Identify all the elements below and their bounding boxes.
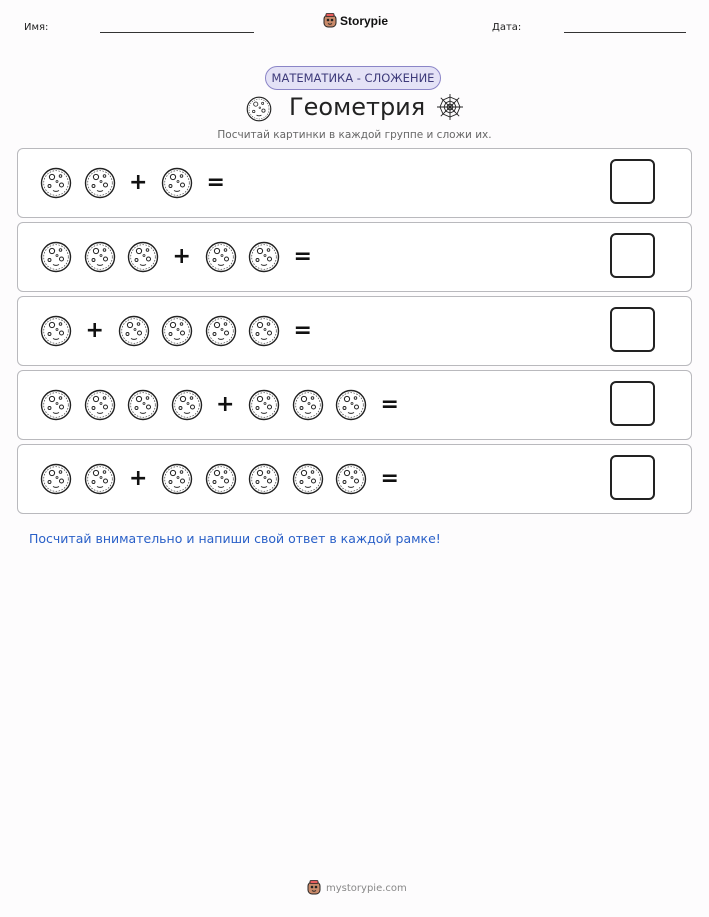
subject-badge: МАТЕМАТИКА - СЛОЖЕНИЕ (265, 66, 441, 90)
moon-icon (161, 167, 193, 199)
plus-sign: + (216, 392, 235, 417)
instructions: Посчитай картинки в каждой группе и сложи их. (217, 129, 492, 141)
equals-sign: = (380, 466, 399, 491)
moon-icon (127, 389, 159, 421)
plus-sign: + (85, 318, 104, 343)
moon-icon (84, 241, 116, 273)
moon-icon (84, 167, 116, 199)
answer-box[interactable] (610, 307, 655, 352)
moon-icon (205, 315, 237, 347)
name-field[interactable] (100, 32, 254, 33)
date-label: Дата: (492, 22, 522, 33)
answer-box[interactable] (610, 159, 655, 204)
problem-row (17, 370, 692, 440)
moon-icon (248, 463, 280, 495)
moon-icon (248, 241, 280, 273)
equals-sign: = (293, 244, 312, 269)
problem-row (17, 148, 692, 218)
title-row (0, 91, 709, 127)
moon-icon (40, 463, 72, 495)
answer-box[interactable] (610, 381, 655, 426)
equals-sign: = (206, 170, 225, 195)
moon-icon (335, 463, 367, 495)
moon-icon (40, 167, 72, 199)
plus-sign: + (129, 466, 148, 491)
moon-icon (40, 389, 72, 421)
storypie-mascot-icon (323, 13, 337, 29)
moon-icon (248, 315, 280, 347)
spider-web-icon (436, 93, 464, 121)
footer-note: Посчитай внимательно и напиши свой ответ в каждой рамке! (29, 531, 441, 546)
moon-icon (161, 315, 193, 347)
problem-row (17, 222, 692, 292)
name-label: Имя: (24, 22, 49, 33)
storypie-logo (323, 13, 388, 29)
page-title: Геометрия (289, 93, 426, 121)
problem-row (17, 296, 692, 366)
moon-icon (246, 96, 272, 122)
moon-icon (40, 241, 72, 273)
answer-box[interactable] (610, 233, 655, 278)
footer-brand (307, 880, 407, 896)
problem-row (17, 444, 692, 514)
equals-sign: = (380, 392, 399, 417)
plus-sign: + (129, 170, 148, 195)
moon-icon (84, 389, 116, 421)
moon-icon (335, 389, 367, 421)
moon-icon (292, 463, 324, 495)
answer-box[interactable] (610, 455, 655, 500)
plus-sign: + (172, 244, 191, 269)
moon-icon (161, 463, 193, 495)
moon-icon (205, 463, 237, 495)
moon-icon (118, 315, 150, 347)
moon-icon (40, 315, 72, 347)
date-field[interactable] (564, 32, 686, 33)
moon-icon (292, 389, 324, 421)
equals-sign: = (293, 318, 312, 343)
moon-icon (171, 389, 203, 421)
moon-icon (248, 389, 280, 421)
brand-name: Storypie (340, 14, 389, 28)
footer-url: mystorypie.com (326, 882, 407, 894)
moon-icon (127, 241, 159, 273)
storypie-mascot-icon (307, 880, 321, 896)
moon-icon (205, 241, 237, 273)
moon-icon (84, 463, 116, 495)
